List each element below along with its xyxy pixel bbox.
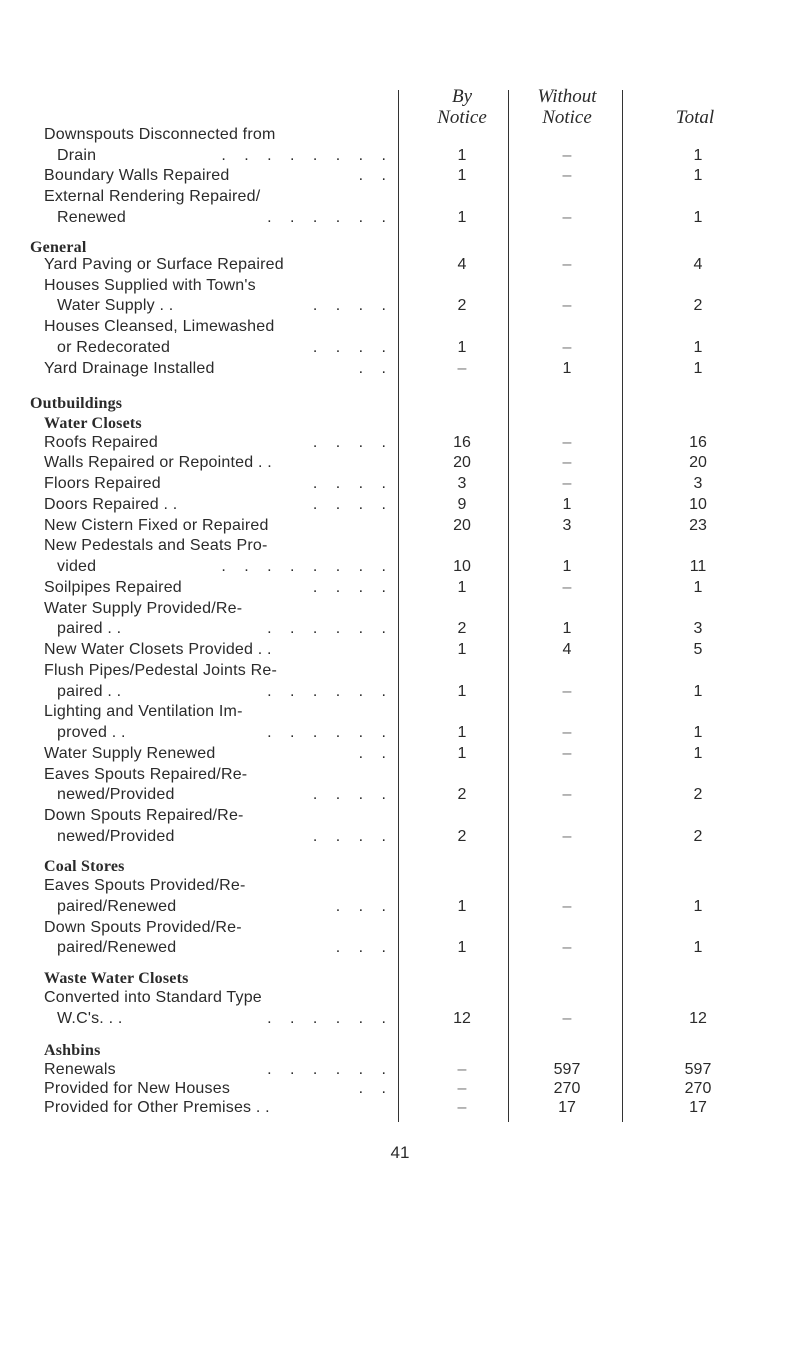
cell-without-notice: – bbox=[562, 297, 572, 314]
cell-by-notice: 2 bbox=[457, 786, 467, 803]
cell-by-notice: 1 bbox=[457, 683, 467, 700]
row-label: newed/Provided bbox=[57, 786, 175, 803]
row-label: Water Supply . . bbox=[57, 297, 174, 314]
cell-without-notice: 4 bbox=[562, 641, 572, 658]
cell-total: 2 bbox=[693, 786, 703, 803]
cell-total: 1 bbox=[693, 683, 703, 700]
leader-dots: . . . . . . bbox=[267, 1061, 393, 1078]
cell-by-notice: 1 bbox=[457, 745, 467, 762]
cell-total: 23 bbox=[689, 517, 707, 534]
row-label: paired . . bbox=[57, 683, 122, 700]
row-label: Drain bbox=[57, 147, 97, 164]
row-label: Water Supply Provided/Re- bbox=[44, 600, 243, 617]
row-label: New Pedestals and Seats Pro- bbox=[44, 537, 268, 554]
section-heading: Ashbins bbox=[44, 1042, 101, 1059]
cell-total: 10 bbox=[689, 496, 707, 513]
cell-total: 1 bbox=[693, 209, 703, 226]
leader-dots: . . . . . . bbox=[267, 620, 393, 637]
table-row bbox=[0, 1098, 800, 1124]
cell-without-notice: – bbox=[562, 256, 572, 273]
cell-total: 3 bbox=[693, 475, 703, 492]
row-label: Eaves Spouts Repaired/Re- bbox=[44, 766, 248, 783]
row-label: Lighting and Ventilation Im- bbox=[44, 703, 243, 720]
cell-by-notice: 1 bbox=[457, 167, 467, 184]
cell-without-notice: 270 bbox=[553, 1080, 581, 1097]
row-label: Yard Drainage Installed bbox=[44, 360, 215, 377]
leader-dots: . . bbox=[358, 167, 393, 184]
section-heading: Waste Water Closets bbox=[44, 970, 189, 987]
cell-total: 1 bbox=[693, 147, 703, 164]
cell-by-notice: 16 bbox=[453, 434, 471, 451]
leader-dots: . . . bbox=[335, 939, 393, 956]
column-header-without-notice: Without Notice bbox=[537, 86, 597, 128]
table-row bbox=[0, 1009, 800, 1035]
cell-by-notice: – bbox=[457, 1099, 467, 1116]
cell-by-notice: 1 bbox=[457, 641, 467, 658]
cell-without-notice: – bbox=[562, 683, 572, 700]
cell-without-notice: – bbox=[562, 579, 572, 596]
table-row bbox=[0, 938, 800, 964]
cell-without-notice: 1 bbox=[562, 558, 572, 575]
cell-total: 12 bbox=[689, 1010, 707, 1027]
row-label: Houses Supplied with Town's bbox=[44, 277, 256, 294]
cell-by-notice: 20 bbox=[453, 454, 471, 471]
cell-by-notice: 2 bbox=[457, 620, 467, 637]
cell-without-notice: – bbox=[562, 1010, 572, 1027]
row-label: Roofs Repaired bbox=[44, 434, 158, 451]
section-heading: General bbox=[30, 239, 87, 256]
row-label: or Redecorated bbox=[57, 339, 171, 356]
cell-total: 1 bbox=[693, 339, 703, 356]
cell-without-notice: – bbox=[562, 434, 572, 451]
column-header-by-notice: By Notice bbox=[437, 86, 487, 128]
cell-without-notice: 1 bbox=[562, 496, 572, 513]
cell-by-notice: – bbox=[457, 360, 467, 377]
section-heading: Water Closets bbox=[44, 415, 142, 432]
cell-total: 1 bbox=[693, 360, 703, 377]
leader-dots: . . . . bbox=[312, 434, 393, 451]
row-label: Downspouts Disconnected from bbox=[44, 126, 276, 143]
cell-total: 270 bbox=[684, 1080, 712, 1097]
cell-total: 4 bbox=[693, 256, 703, 273]
cell-by-notice: 1 bbox=[457, 939, 467, 956]
column-header-total: Total bbox=[675, 107, 715, 128]
leader-dots: . . . . bbox=[312, 828, 393, 845]
cell-without-notice: 1 bbox=[562, 620, 572, 637]
cell-by-notice: 20 bbox=[453, 517, 471, 534]
leader-dots: . . bbox=[358, 1080, 393, 1097]
row-label: W.C's. . . bbox=[57, 1010, 123, 1027]
row-label: Converted into Standard Type bbox=[44, 989, 262, 1006]
cell-total: 20 bbox=[689, 454, 707, 471]
leader-dots: . . . . bbox=[312, 475, 393, 492]
row-label: Soilpipes Repaired bbox=[44, 579, 182, 596]
cell-by-notice: 1 bbox=[457, 147, 467, 164]
row-label: proved . . bbox=[57, 724, 126, 741]
row-label: Doors Repaired . . bbox=[44, 496, 178, 513]
table-row bbox=[0, 827, 800, 853]
cell-without-notice: – bbox=[562, 724, 572, 741]
cell-total: 16 bbox=[689, 434, 707, 451]
cell-by-notice: 4 bbox=[457, 256, 467, 273]
row-label: Down Spouts Provided/Re- bbox=[44, 919, 242, 936]
row-label: Eaves Spouts Provided/Re- bbox=[44, 877, 246, 894]
cell-without-notice: – bbox=[562, 939, 572, 956]
cell-by-notice: 2 bbox=[457, 297, 467, 314]
row-label: Provided for Other Premises . . bbox=[44, 1099, 270, 1116]
leader-dots: . . . . bbox=[312, 496, 393, 513]
cell-without-notice: – bbox=[562, 745, 572, 762]
cell-by-notice: – bbox=[457, 1080, 467, 1097]
leader-dots: . . . . bbox=[312, 339, 393, 356]
cell-without-notice: 3 bbox=[562, 517, 572, 534]
page-number: 41 bbox=[390, 1143, 410, 1162]
cell-by-notice: 1 bbox=[457, 724, 467, 741]
cell-without-notice: – bbox=[562, 147, 572, 164]
table-row bbox=[0, 208, 800, 234]
row-label: New Water Closets Provided . . bbox=[44, 641, 272, 658]
cell-without-notice: – bbox=[562, 828, 572, 845]
cell-total: 2 bbox=[693, 828, 703, 845]
cell-by-notice: 1 bbox=[457, 339, 467, 356]
cell-without-notice: – bbox=[562, 475, 572, 492]
row-label: Water Supply Renewed bbox=[44, 745, 216, 762]
row-label: Down Spouts Repaired/Re- bbox=[44, 807, 244, 824]
row-label: External Rendering Repaired/ bbox=[44, 188, 261, 205]
cell-total: 2 bbox=[693, 297, 703, 314]
cell-by-notice: 3 bbox=[457, 475, 467, 492]
leader-dots: . . . . . . bbox=[267, 724, 393, 741]
leader-dots: . . . . . . bbox=[267, 1010, 393, 1027]
leader-dots: . . . . bbox=[312, 579, 393, 596]
cell-by-notice: 1 bbox=[457, 898, 467, 915]
cell-total: 17 bbox=[689, 1099, 707, 1116]
cell-total: 11 bbox=[689, 558, 707, 575]
cell-without-notice: – bbox=[562, 898, 572, 915]
row-label: newed/Provided bbox=[57, 828, 175, 845]
cell-total: 597 bbox=[684, 1061, 712, 1078]
leader-dots: . . . . bbox=[312, 786, 393, 803]
row-label: Yard Paving or Surface Repaired bbox=[44, 256, 284, 273]
cell-without-notice: 597 bbox=[553, 1061, 581, 1078]
leader-dots: . . . . . . bbox=[267, 209, 393, 226]
leader-dots: . . . . . . bbox=[267, 683, 393, 700]
cell-without-notice: – bbox=[562, 454, 572, 471]
cell-by-notice: 9 bbox=[457, 496, 467, 513]
table-row bbox=[0, 359, 800, 385]
cell-by-notice: 12 bbox=[453, 1010, 471, 1027]
leader-dots: . . . . bbox=[312, 297, 393, 314]
cell-total: 1 bbox=[693, 724, 703, 741]
leader-dots: . . bbox=[358, 745, 393, 762]
cell-without-notice: – bbox=[562, 786, 572, 803]
cell-by-notice: 1 bbox=[457, 579, 467, 596]
row-label: paired . . bbox=[57, 620, 122, 637]
row-label: Provided for New Houses bbox=[44, 1080, 231, 1097]
cell-by-notice: 10 bbox=[453, 558, 471, 575]
cell-by-notice: 2 bbox=[457, 828, 467, 845]
row-label: New Cistern Fixed or Repaired bbox=[44, 517, 269, 534]
row-label: paired/Renewed bbox=[57, 939, 177, 956]
cell-without-notice: – bbox=[562, 209, 572, 226]
leader-dots: . . . . . . . . bbox=[221, 558, 393, 575]
leader-dots: . . . . . . . . bbox=[221, 147, 393, 164]
cell-without-notice: – bbox=[562, 339, 572, 356]
cell-total: 3 bbox=[693, 620, 703, 637]
row-label: paired/Renewed bbox=[57, 898, 177, 915]
row-label: Houses Cleansed, Limewashed bbox=[44, 318, 275, 335]
row-label: Flush Pipes/Pedestal Joints Re- bbox=[44, 662, 277, 679]
section-heading: Coal Stores bbox=[44, 858, 125, 875]
cell-without-notice: 1 bbox=[562, 360, 572, 377]
cell-by-notice: 1 bbox=[457, 209, 467, 226]
row-label: Walls Repaired or Repointed . . bbox=[44, 454, 272, 471]
leader-dots: . . . bbox=[335, 898, 393, 915]
section-heading: Outbuildings bbox=[30, 395, 123, 412]
cell-total: 1 bbox=[693, 745, 703, 762]
cell-by-notice: – bbox=[457, 1061, 467, 1078]
row-label: Boundary Walls Repaired bbox=[44, 167, 230, 184]
row-label: Floors Repaired bbox=[44, 475, 161, 492]
cell-total: 1 bbox=[693, 898, 703, 915]
cell-total: 1 bbox=[693, 167, 703, 184]
cell-without-notice: – bbox=[562, 167, 572, 184]
cell-without-notice: 17 bbox=[558, 1099, 576, 1116]
row-label: Renewals bbox=[44, 1061, 116, 1078]
row-label: vided bbox=[57, 558, 97, 575]
cell-total: 5 bbox=[693, 641, 703, 658]
cell-total: 1 bbox=[693, 579, 703, 596]
row-label: Renewed bbox=[57, 209, 127, 226]
cell-total: 1 bbox=[693, 939, 703, 956]
leader-dots: . . bbox=[358, 360, 393, 377]
